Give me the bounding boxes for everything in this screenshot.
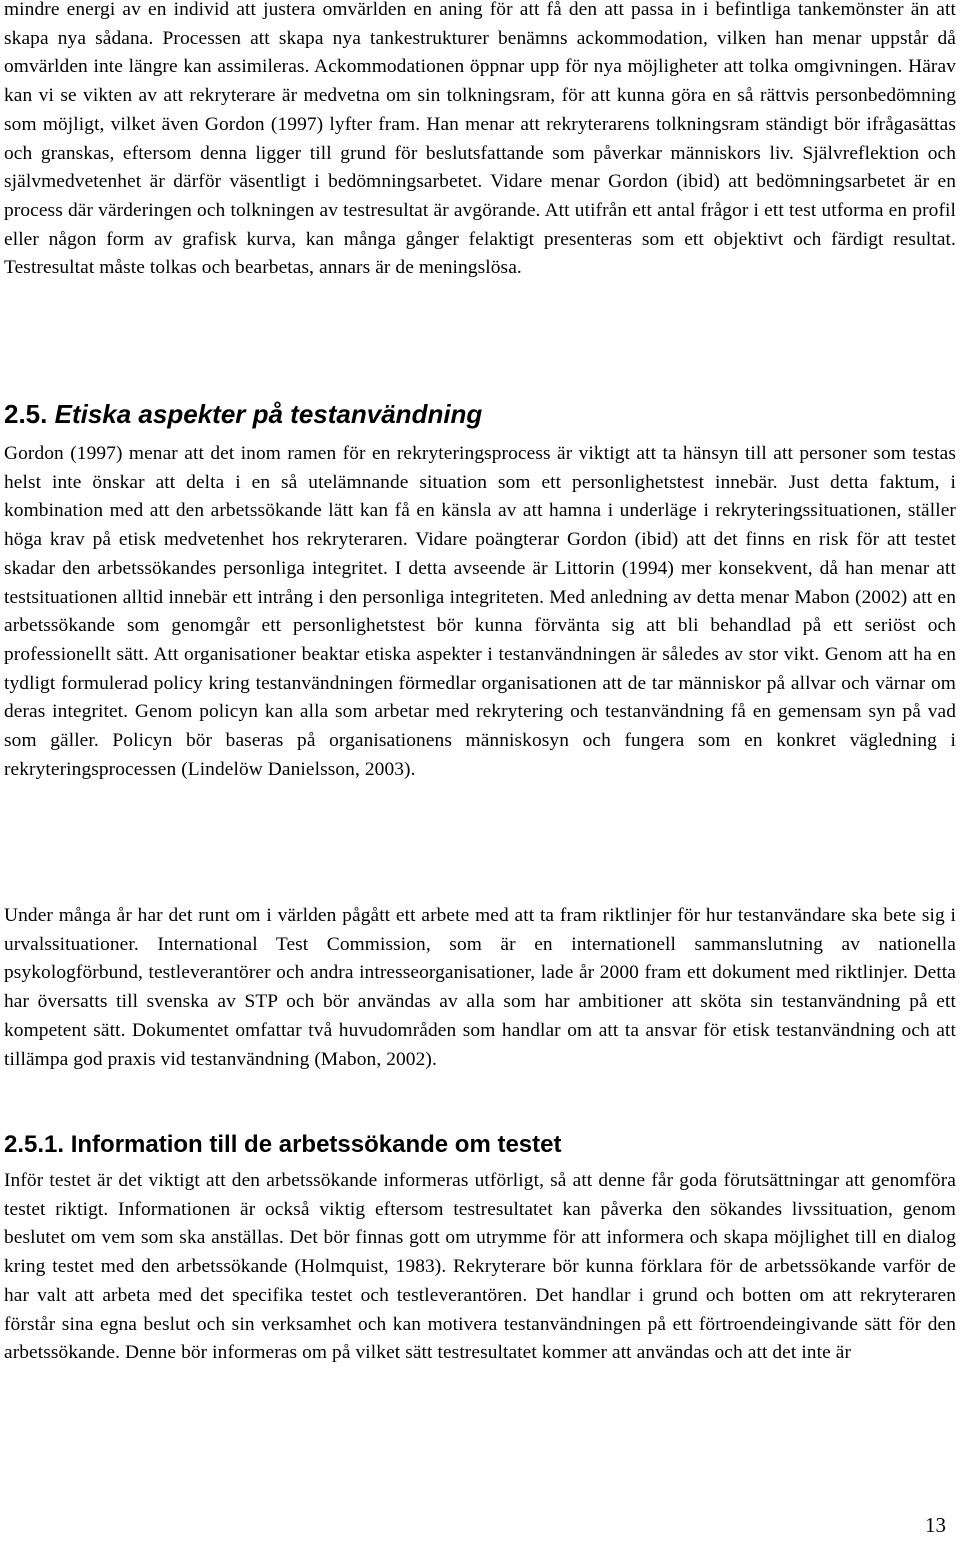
section-title: Etiska aspekter på testanvändning — [54, 399, 483, 429]
section-heading-2-5 — [4, 399, 482, 430]
section-number: 2.5. — [4, 399, 48, 429]
body-paragraph: Gordon (1997) menar att det inom ramen för en rekryteringsprocess är viktigt att ta hänsyn till att personer som testas helst inte önskar att delta i en så utelämnande situation som ett personlighetstest innebär. Just detta faktum, i kombination med att den arbetssökande lätt kan få en känsla av att hamna i underläge i rekryteringssituationen, ställer höga krav på etisk medvetenhet hos rekryteraren. Vidare poängterar Gordon (ibid) att det finns en risk för att testet skadar den arbetssökandes personliga integritet. I detta avseende är Littorin (1994) mer konsekvent, då han menar att testsituationen alltid innebär ett intrång i den personliga integriteten. Med anledning av detta menar Mabon (2002) att en arbetssökande som genomgår ett personlighetstest bör kunna förvänta sig att bli behandlad på ett seriöst och professionellt sätt. Att organisationer beaktar etiska aspekter i testanvändningen är således av stor vikt. Genom att ha en tydligt formulerad policy kring testanvändningen förmedlar organisationen att de tar människor på allvar och värnar om deras integritet. Genom policyn kan alla som arbetar med rekrytering och testanvändning få en gemensam syn på vad som gäller. Policyn bör baseras på organisationens människosyn och fungera som en konkret vägledning i rekryteringsprocessen (Lindelöw Danielsson, 2003). — [4, 443, 956, 780]
section-number: 2.5.1. — [4, 1131, 65, 1158]
body-paragraph: Inför testet är det viktigt att den arbetssökande informeras utförligt, så att denne får goda förutsättningar att genomföra testet riktigt. Informationen är också viktig eftersom testresultatet kan påverka den sökandes livssituation, genom beslutet om vem som ska anställas. Det bör finnas gott om utrymme för att informera och skapa möjlighet till en dialog kring testet med den arbetssökande (Holmquist, 1983). Rekryterare bör kunna förklara för de arbetssökande varför de har valt att arbeta med det specifika testet och testleverantören. Det handlar i grund och botten om att rekryteraren förstår sina egna beslut och sin verksamhet och kan motivera testanvändningen på ett förtroendeingivande sätt för den arbetssökande. Denne bör informeras om på vilket sätt testresultatet kommer att användas och att det inte är — [4, 1170, 956, 1364]
section-heading-2-5-1 — [4, 1131, 561, 1159]
body-paragraph: mindre energi av en individ att justera omvärlden en aning för att få den att passa in i befintliga tankemönster än att skapa nya sådana. Processen att skapa nya tankestrukturer benämns ackommodation, vilken han menar uppstår då omvärlden inte längre kan assimileras. Ackommodationen öppnar upp för nya möjligheter att tolka omgivningen. Härav kan vi se vikten av att rekryterare är medvetna om sin tolkningsram, för att kunna göra en så rättvis personbedömning som möjligt, vilket även Gordon (1997) lyfter fram. Han menar att rekryterarens tolkningsram ständigt bör ifrågasättas och granskas, eftersom denna ligger till grund för beslutsfattande som påverkar människors liv. Självreflektion och självmedvetenhet är därför väsentligt i bedömningsarbetet. Vidare menar Gordon (ibid) att bedömningsarbetet är en process där värderingen och tolkningen av testresultat är avgörande. Att utifrån ett antal frågor i ett test utforma en profil eller någon form av grafisk kurva, kan många gånger felaktigt presenteras som ett objektivt och färdigt resultat. Testresultat måste tolkas och bearbetas, annars är de meningslösa. — [4, 0, 956, 279]
body-paragraph: Under många år har det runt om i världen pågått ett arbete med att ta fram riktlinjer för hur testanvändare ska bete sig i urvalssituationer. International Test Commission, som är en internationell sammanslutning av nationella psykologförbund, testleverantörer och andra intresseorganisationer, lade år 2000 fram ett dokument med riktlinjer. Detta har översatts till svenska av STP och bör användas av alla som har ambitioner att sköta sin testanvändning på ett kompetent sätt. Dokumentet omfattar två huvudområden som handlar om att ta ansvar för etisk testanvändning och att tillämpa god praxis vid testanvändning (Mabon, 2002). — [4, 905, 956, 1070]
document-page — [4, 0, 956, 1553]
page-number: 13 — [925, 1513, 946, 1537]
section-title: Information till de arbetssökande om testet — [70, 1131, 562, 1158]
